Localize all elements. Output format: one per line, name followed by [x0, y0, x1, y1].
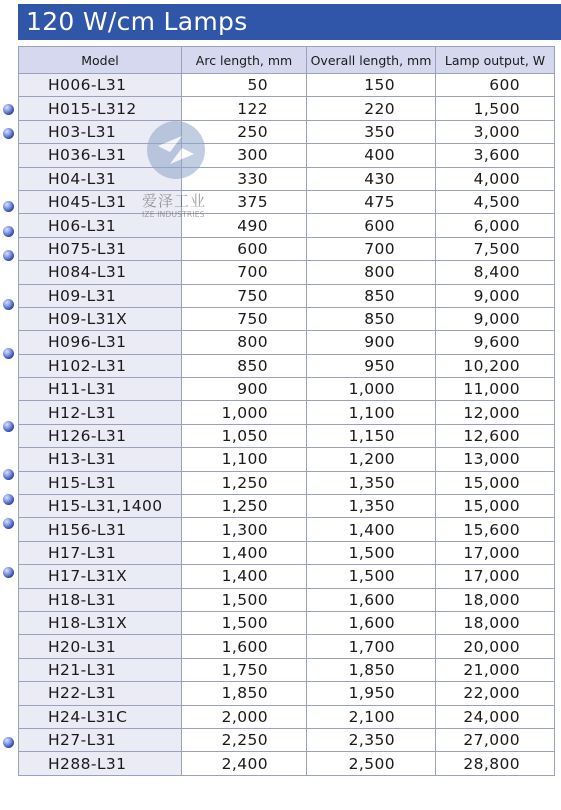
table-row — [19, 237, 555, 260]
overall-length-cell: 1,200 — [307, 448, 436, 471]
lamp-output-cell: 20,000 — [436, 635, 555, 658]
lamp-output-cell: 4,000 — [436, 167, 555, 190]
table-row — [19, 728, 555, 751]
lamp-output-cell: 17,000 — [436, 541, 555, 564]
overall-length-cell: 1,150 — [307, 424, 436, 447]
arc-length-cell: 750 — [182, 284, 307, 307]
overall-length-cell: 1,400 — [307, 518, 436, 541]
arc-length-cell: 122 — [182, 97, 307, 120]
model-cell: H288-L31 — [19, 752, 182, 775]
model-cell: H06-L31 — [19, 214, 182, 237]
lamp-output-cell: 12,600 — [436, 424, 555, 447]
model-cell: H096-L31 — [19, 331, 182, 354]
arc-length-cell: 2,250 — [182, 728, 307, 751]
lamp-output-cell: 22,000 — [436, 682, 555, 705]
model-cell: H15-L31 — [19, 471, 182, 494]
model-cell: H04-L31 — [19, 167, 182, 190]
table-row — [19, 752, 555, 775]
arc-length-cell: 300 — [182, 144, 307, 167]
model-cell: H09-L31 — [19, 284, 182, 307]
model-cell: H036-L31 — [19, 144, 182, 167]
overall-length-cell: 950 — [307, 354, 436, 377]
lamp-output-cell: 17,000 — [436, 565, 555, 588]
lamp-output-cell: 4,500 — [436, 190, 555, 213]
table-row — [19, 144, 555, 167]
lamp-output-cell: 600 — [436, 74, 555, 97]
table-header-row — [19, 47, 555, 74]
arc-length-cell: 250 — [182, 120, 307, 143]
lamp-output-cell: 1,500 — [436, 97, 555, 120]
model-cell: H045-L31 — [19, 190, 182, 213]
arc-length-cell: 1,750 — [182, 658, 307, 681]
bullet-icon — [3, 299, 14, 310]
arc-length-cell: 1,250 — [182, 471, 307, 494]
model-cell: H11-L31 — [19, 378, 182, 401]
arc-length-cell: 490 — [182, 214, 307, 237]
model-cell: H18-L31X — [19, 611, 182, 634]
arc-length-cell: 1,850 — [182, 682, 307, 705]
lamp-output-cell: 21,000 — [436, 658, 555, 681]
table-row — [19, 588, 555, 611]
overall-length-cell: 1,600 — [307, 588, 436, 611]
arc-length-cell: 1,250 — [182, 495, 307, 518]
lamp-output-cell: 7,500 — [436, 237, 555, 260]
model-cell: H13-L31 — [19, 448, 182, 471]
overall-length-cell: 900 — [307, 331, 436, 354]
lamp-output-cell: 27,000 — [436, 728, 555, 751]
lamp-output-cell: 3,600 — [436, 144, 555, 167]
table-row — [19, 401, 555, 424]
overall-length-cell: 1,700 — [307, 635, 436, 658]
lamp-output-cell: 3,000 — [436, 120, 555, 143]
lamp-output-cell: 12,000 — [436, 401, 555, 424]
model-cell: H015-L312 — [19, 97, 182, 120]
overall-length-cell: 700 — [307, 237, 436, 260]
arc-length-cell: 2,400 — [182, 752, 307, 775]
model-cell: H22-L31 — [19, 682, 182, 705]
bullet-icon — [3, 104, 14, 115]
bullet-icon — [3, 226, 14, 237]
model-cell: H075-L31 — [19, 237, 182, 260]
overall-length-cell: 2,500 — [307, 752, 436, 775]
arc-length-cell: 330 — [182, 167, 307, 190]
arc-length-cell: 1,500 — [182, 588, 307, 611]
arc-length-cell: 600 — [182, 237, 307, 260]
table-row — [19, 284, 555, 307]
lamp-output-cell: 18,000 — [436, 588, 555, 611]
arc-length-cell: 1,100 — [182, 448, 307, 471]
overall-length-cell: 1,350 — [307, 471, 436, 494]
table-row — [19, 565, 555, 588]
arc-length-cell: 1,500 — [182, 611, 307, 634]
model-cell: H156-L31 — [19, 518, 182, 541]
overall-length-cell: 1,100 — [307, 401, 436, 424]
table-row — [19, 448, 555, 471]
overall-length-cell: 850 — [307, 307, 436, 330]
lamp-output-cell: 11,000 — [436, 378, 555, 401]
overall-length-cell: 2,350 — [307, 728, 436, 751]
overall-length-cell: 600 — [307, 214, 436, 237]
table-row — [19, 190, 555, 213]
arc-length-cell: 1,400 — [182, 541, 307, 564]
lamp-output-cell: 9,600 — [436, 331, 555, 354]
model-cell: H09-L31X — [19, 307, 182, 330]
arc-length-cell: 375 — [182, 190, 307, 213]
table-row — [19, 261, 555, 284]
overall-length-cell: 1,950 — [307, 682, 436, 705]
model-cell: H21-L31 — [19, 658, 182, 681]
model-cell: H126-L31 — [19, 424, 182, 447]
overall-length-cell: 1,500 — [307, 541, 436, 564]
bullet-icon — [3, 421, 14, 432]
arc-length-cell: 1,300 — [182, 518, 307, 541]
table-row — [19, 682, 555, 705]
column-header-lamp-output: Lamp output, W — [436, 47, 555, 74]
model-cell: H20-L31 — [19, 635, 182, 658]
watermark-text-cn: 爱泽工业 — [142, 192, 207, 210]
table-row — [19, 167, 555, 190]
overall-length-cell: 1,500 — [307, 565, 436, 588]
arc-length-cell: 700 — [182, 261, 307, 284]
model-cell: H18-L31 — [19, 588, 182, 611]
lamp-output-cell: 9,000 — [436, 284, 555, 307]
table-row — [19, 705, 555, 728]
model-cell: H102-L31 — [19, 354, 182, 377]
table-row — [19, 611, 555, 634]
lamp-output-cell: 9,000 — [436, 307, 555, 330]
column-header-model: Model — [19, 47, 182, 74]
arc-length-cell: 800 — [182, 331, 307, 354]
overall-length-cell: 150 — [307, 74, 436, 97]
column-header-overall-length: Overall length, mm — [307, 47, 436, 74]
overall-length-cell: 400 — [307, 144, 436, 167]
lamp-output-cell: 24,000 — [436, 705, 555, 728]
model-cell: H27-L31 — [19, 728, 182, 751]
bullet-icon — [3, 737, 14, 748]
table-row — [19, 307, 555, 330]
lamp-output-cell: 13,000 — [436, 448, 555, 471]
lamp-output-cell: 6,000 — [436, 214, 555, 237]
arc-length-cell: 1,400 — [182, 565, 307, 588]
model-cell: H24-L31C — [19, 705, 182, 728]
table-row — [19, 331, 555, 354]
overall-length-cell: 430 — [307, 167, 436, 190]
overall-length-cell: 475 — [307, 190, 436, 213]
table-row — [19, 74, 555, 97]
table-row — [19, 495, 555, 518]
watermark-text-en: IZE INDUSTRIES — [142, 210, 205, 219]
overall-length-cell: 1,350 — [307, 495, 436, 518]
table-row — [19, 635, 555, 658]
bullet-icon — [3, 250, 14, 261]
lamp-output-cell: 28,800 — [436, 752, 555, 775]
bullet-icon — [3, 348, 14, 359]
table-row — [19, 518, 555, 541]
overall-length-cell: 850 — [307, 284, 436, 307]
column-header-arc-length: Arc length, mm — [182, 47, 307, 74]
arc-length-cell: 750 — [182, 307, 307, 330]
lamp-spec-table — [18, 46, 555, 776]
table-row — [19, 424, 555, 447]
arc-length-cell: 1,000 — [182, 401, 307, 424]
lamp-output-cell: 15,600 — [436, 518, 555, 541]
model-cell: H15-L31,1400 — [19, 495, 182, 518]
model-cell: H084-L31 — [19, 261, 182, 284]
model-cell: H03-L31 — [19, 120, 182, 143]
table-row — [19, 97, 555, 120]
bullet-icon — [3, 128, 14, 139]
arc-length-cell: 2,000 — [182, 705, 307, 728]
arc-length-cell: 850 — [182, 354, 307, 377]
model-cell: H17-L31X — [19, 565, 182, 588]
lamp-output-cell: 15,000 — [436, 495, 555, 518]
overall-length-cell: 1,850 — [307, 658, 436, 681]
bullet-icon — [3, 469, 14, 480]
bullet-icon — [3, 518, 14, 529]
model-cell: H12-L31 — [19, 401, 182, 424]
arc-length-cell: 900 — [182, 378, 307, 401]
bullet-icon — [3, 567, 14, 578]
model-cell: H17-L31 — [19, 541, 182, 564]
table-row — [19, 471, 555, 494]
overall-length-cell: 2,100 — [307, 705, 436, 728]
page-title: 120 W/cm Lamps — [18, 4, 561, 40]
overall-length-cell: 220 — [307, 97, 436, 120]
lamp-output-cell: 15,000 — [436, 471, 555, 494]
overall-length-cell: 1,000 — [307, 378, 436, 401]
lamp-output-cell: 18,000 — [436, 611, 555, 634]
arc-length-cell: 1,600 — [182, 635, 307, 658]
table-row — [19, 354, 555, 377]
overall-length-cell: 350 — [307, 120, 436, 143]
lamp-output-cell: 10,200 — [436, 354, 555, 377]
arc-length-cell: 50 — [182, 74, 307, 97]
table-row — [19, 378, 555, 401]
table-row — [19, 214, 555, 237]
bullet-icon — [3, 494, 14, 505]
table-body — [19, 74, 555, 776]
overall-length-cell: 800 — [307, 261, 436, 284]
bullet-icon — [3, 201, 14, 212]
arc-length-cell: 1,050 — [182, 424, 307, 447]
model-cell: H006-L31 — [19, 74, 182, 97]
overall-length-cell: 1,600 — [307, 611, 436, 634]
lamp-output-cell: 8,400 — [436, 261, 555, 284]
table-row — [19, 658, 555, 681]
table-row — [19, 541, 555, 564]
table-row — [19, 120, 555, 143]
